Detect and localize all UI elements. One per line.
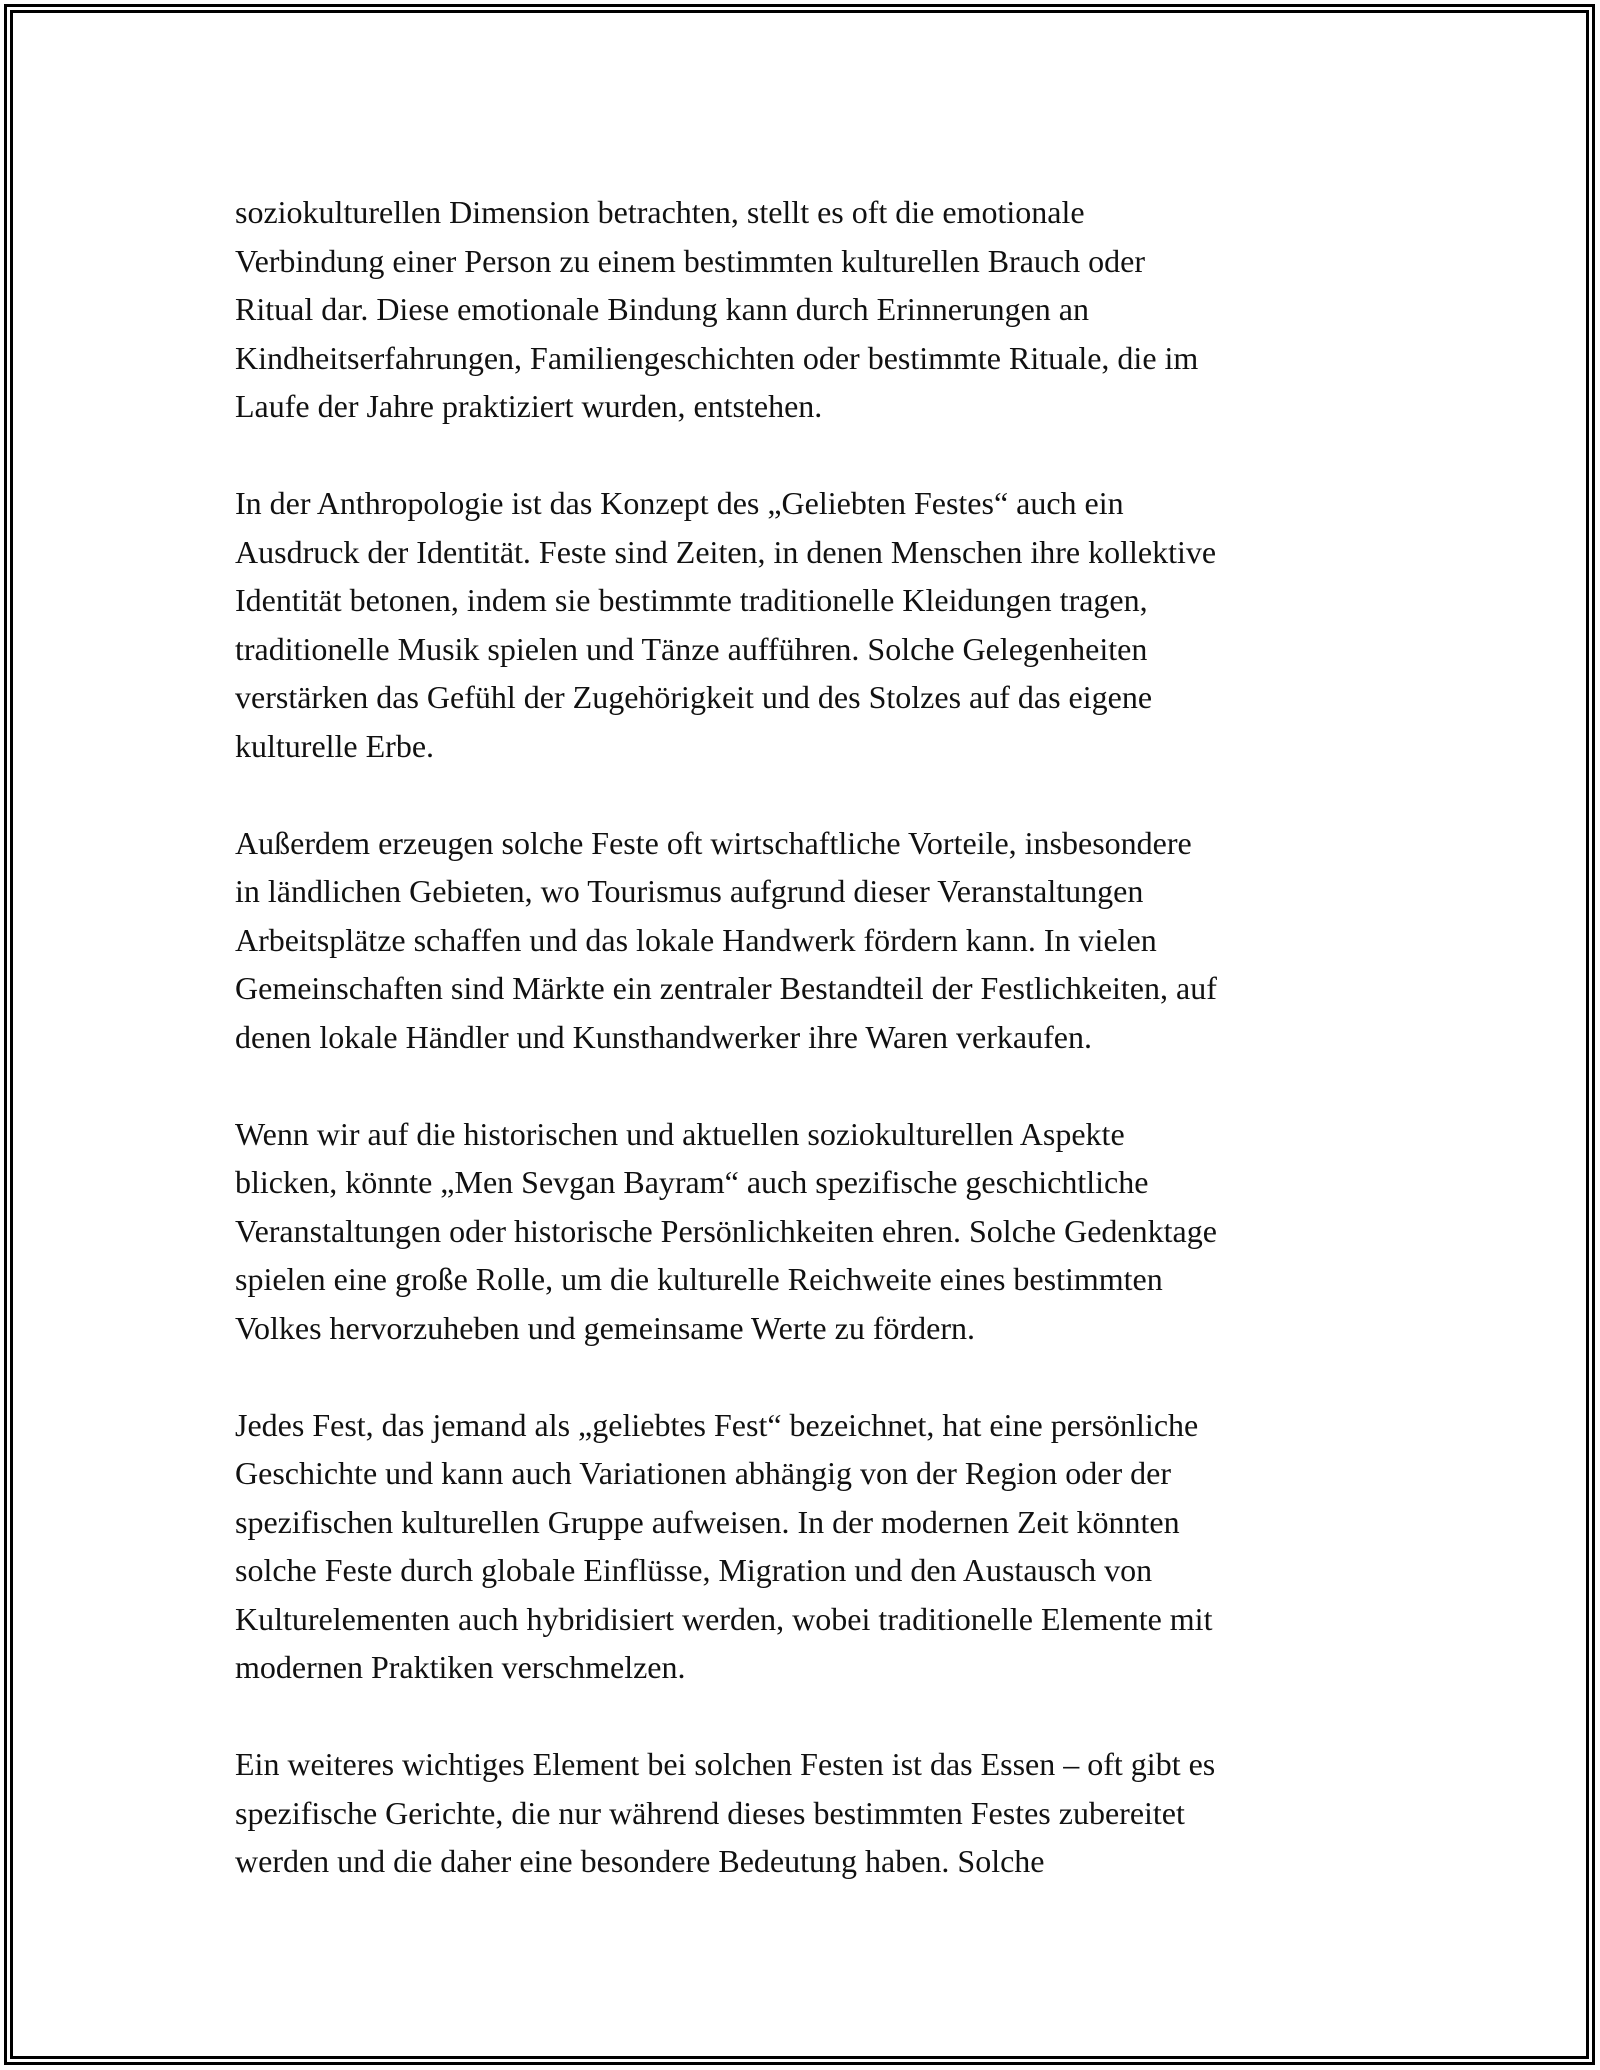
document-body [235, 188, 1375, 1934]
paragraph-variations: Jedes Fest, das jemand als „geliebtes Fest“ bezeichnet, hat eine persönliche Geschichte und kann auch Variationen abhängig von der Region oder der spezifischen kulturellen Gruppe aufweisen. In der modernen Zeit könnten solche Feste durch globale Einflüsse, Migration und den Austausch von Kulturelementen auch hybridisiert werden, wobei traditionelle Elemente mit modernen Praktiken verschmelzen. [235, 1406, 1213, 1685]
paragraph-food: Ein weiteres wichtiges Element bei solchen Festen ist das Essen – oft gibt es spezifische Gerichte, die nur während dieses bestimmten Festes zubereitet werden und die daher eine besondere Bedeutung haben. Solche [235, 1746, 1216, 1879]
paragraph-historical-aspects: Wenn wir auf die historischen und aktuellen soziokulturellen Aspekte blicken, könnte „Men Sevgan Bayram“ auch spezifische geschichtliche Veranstaltungen oder historische Persönlichkeiten ehren. Solche Gedenktage spielen eine große Rolle, um die kulturelle Reichweite eines bestimmten Volkes hervorzuheben und gemeinsame Werte zu fördern. [235, 1115, 1217, 1346]
paragraph-emotional-bond: soziokulturellen Dimension betrachten, stellt es oft die emotionale Verbindung einer Person zu einem bestimmten kulturellen Brauch oder Ritual dar. Diese emotionale Bindung kann durch Erinnerungen an Kindheitserfahrungen, Familiengeschichten oder bestimmte Rituale, die im Laufe der Jahre praktiziert wurden, entstehen. [235, 194, 1199, 424]
paragraph-economic-benefits: Außerdem erzeugen solche Feste oft wirtschaftliche Vorteile, insbesondere in ländlichen Gebieten, wo Tourismus aufgrund dieser Veranstaltungen Arbeitsplätze schaffen und das lokale Handwerk fördern kann. In vielen Gemeinschaften sind Märkte ein zentraler Bestandteil der Festlichkeiten, auf denen lokale Händler und Kunsthandwerker ihre Waren verkaufen. [235, 824, 1217, 1055]
paragraph-identity: In der Anthropologie ist das Konzept des „Geliebten Festes“ auch ein Ausdruck der Identität. Feste sind Zeiten, in denen Menschen ihre kollektive Identität betonen, indem sie bestimmte traditionelle Kleidungen tragen, traditionelle Musik spielen und Tänze aufführen. Solche Gelegenheiten verstärken das Gefühl der Zugehörigkeit und des Stolzes auf das eigene kulturelle Erbe. [235, 485, 1217, 764]
